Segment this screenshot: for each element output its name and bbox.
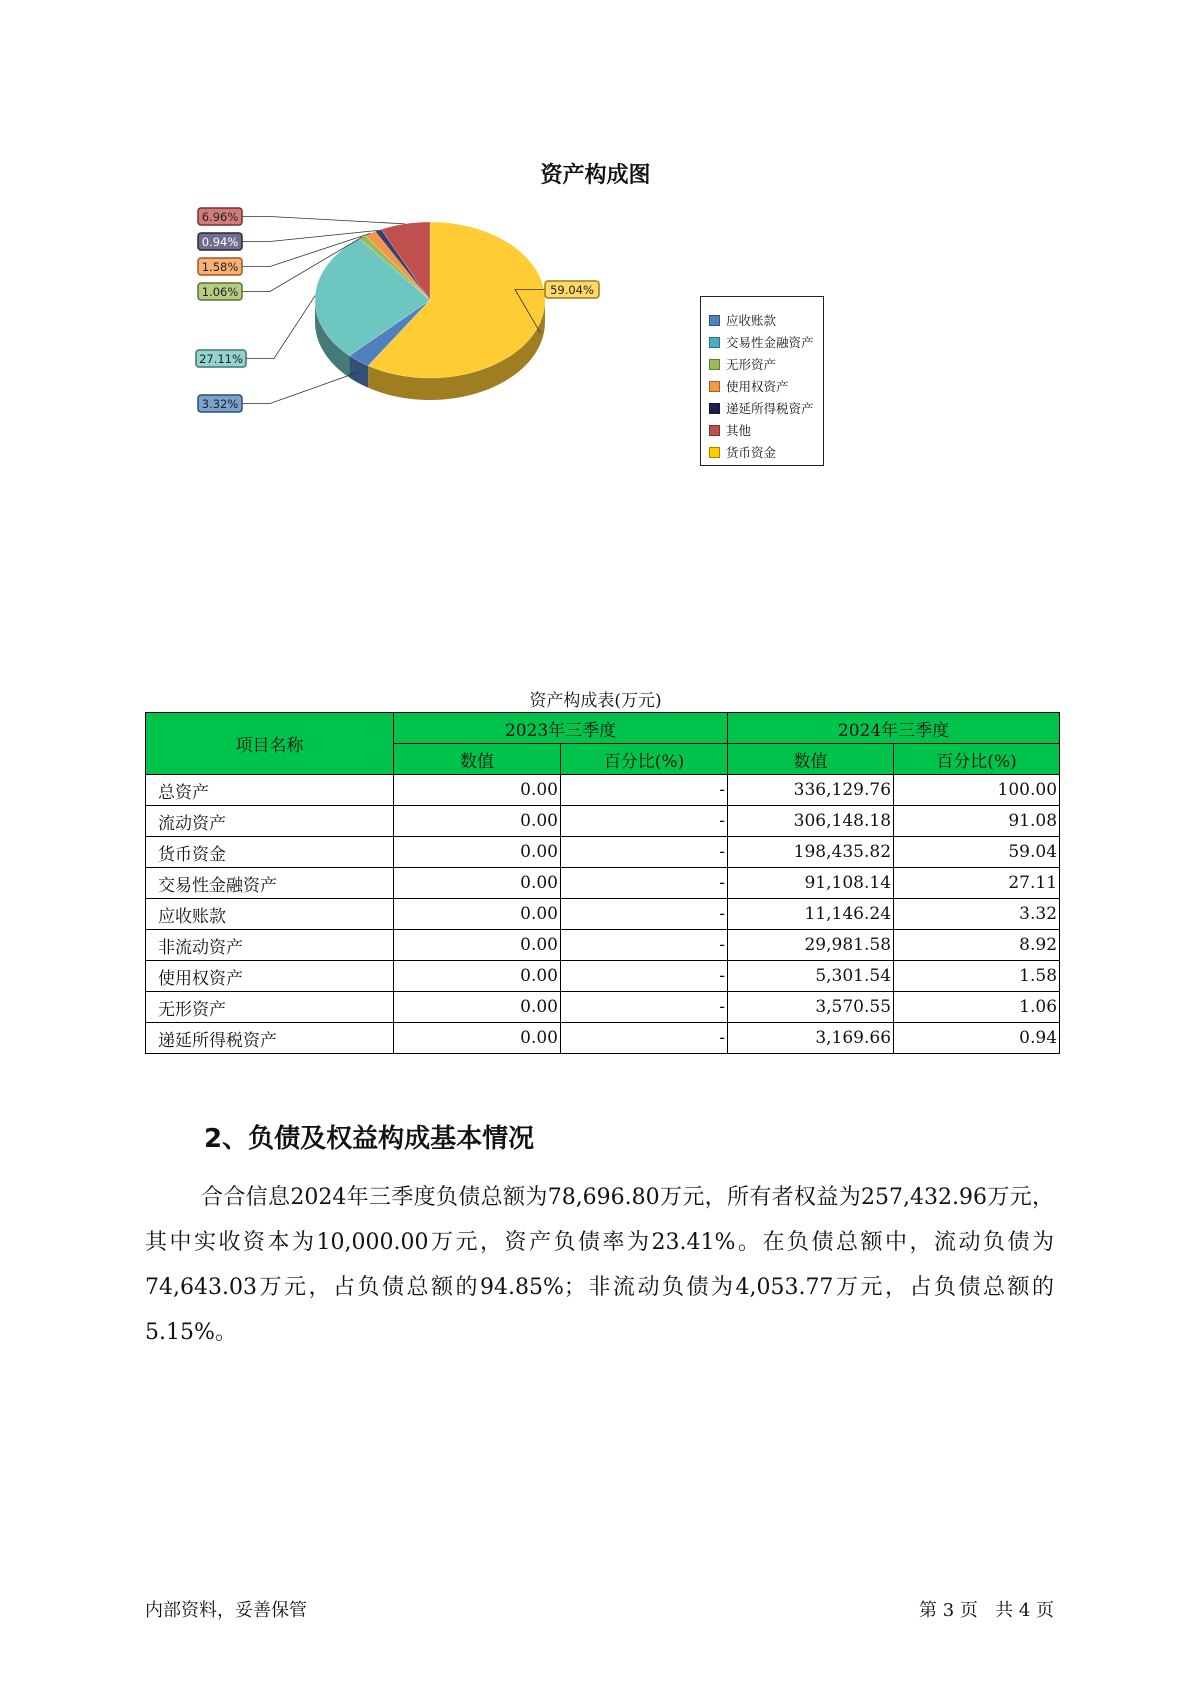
legend-swatch: [709, 425, 720, 436]
header-percent-2024: 百分比(%): [894, 744, 1060, 775]
row-name: 流动资产: [146, 806, 394, 837]
cell-value-2023: 0.00: [394, 806, 561, 837]
data-label: 27.11%: [199, 352, 243, 366]
legend-item: [709, 331, 823, 353]
legend-label: 应收账款: [726, 313, 777, 328]
footer-confidential-note: 内部资料，妥善保管: [145, 1600, 307, 1621]
cell-percent-2024: 3.32: [894, 899, 1060, 930]
cell-percent-2023: -: [561, 961, 728, 992]
table-row: [146, 806, 1060, 837]
cell-percent-2024: 1.58: [894, 961, 1060, 992]
cell-value-2024: 5,301.54: [728, 961, 894, 992]
data-label: 0.94%: [201, 235, 239, 249]
row-name: 递延所得税资产: [146, 1023, 394, 1054]
legend-swatch: [709, 315, 720, 326]
legend-swatch: [709, 337, 720, 348]
legend-swatch: [709, 359, 720, 370]
legend-item: [709, 441, 823, 463]
legend-label: 递延所得税资产: [726, 401, 814, 416]
cell-percent-2024: 91.08: [894, 806, 1060, 837]
leader-line: [242, 372, 358, 403]
legend-label: 使用权资产: [726, 379, 789, 394]
cell-value-2023: 0.00: [394, 961, 561, 992]
legend-label: 其他: [726, 423, 752, 438]
cell-value-2024: 11,146.24: [728, 899, 894, 930]
cell-value-2023: 0.00: [394, 775, 561, 806]
table-row: [146, 930, 1060, 961]
legend-item: [709, 309, 823, 331]
cell-value-2024: 91,108.14: [728, 868, 894, 899]
table-row: [146, 775, 1060, 806]
header-value-2023: 数值: [394, 744, 561, 775]
leader-line: [242, 217, 405, 224]
cell-percent-2023: -: [561, 930, 728, 961]
table-row: [146, 961, 1060, 992]
cell-percent-2024: 100.00: [894, 775, 1060, 806]
table-row: [146, 992, 1060, 1023]
table-row: [146, 837, 1060, 868]
row-name: 总资产: [146, 775, 394, 806]
data-label: 6.96%: [201, 210, 239, 224]
row-name: 非流动资产: [146, 930, 394, 961]
legend-swatch: [709, 381, 720, 392]
header-period-2024: 2024年三季度: [728, 713, 1060, 744]
cell-percent-2023: -: [561, 775, 728, 806]
row-name: 使用权资产: [146, 961, 394, 992]
cell-percent-2024: 0.94: [894, 1023, 1060, 1054]
legend-item: [709, 419, 823, 441]
cell-value-2024: 3,570.55: [728, 992, 894, 1023]
cell-percent-2024: 59.04: [894, 837, 1060, 868]
row-name: 无形资产: [146, 992, 394, 1023]
row-name: 货币资金: [146, 837, 394, 868]
header-percent-2023: 百分比(%): [561, 744, 728, 775]
cell-value-2024: 29,981.58: [728, 930, 894, 961]
table-row: [146, 1023, 1060, 1054]
cell-percent-2023: -: [561, 1023, 728, 1054]
legend-label: 交易性金融资产: [726, 335, 814, 350]
cell-percent-2023: -: [561, 868, 728, 899]
data-label: 1.06%: [201, 285, 239, 299]
cell-percent-2023: -: [561, 837, 728, 868]
cell-percent-2024: 8.92: [894, 930, 1060, 961]
legend-item: [709, 353, 823, 375]
cell-percent-2024: 1.06: [894, 992, 1060, 1023]
legend-item: [709, 375, 823, 397]
legend-item: [709, 397, 823, 419]
table-row: [146, 899, 1060, 930]
table-caption: 资产构成表(万元): [529, 691, 662, 711]
cell-value-2024: 336,129.76: [728, 775, 894, 806]
leader-line: [246, 296, 315, 359]
data-label: 3.32%: [201, 397, 239, 411]
header-item-name: 项目名称: [146, 713, 394, 775]
cell-value-2023: 0.00: [394, 868, 561, 899]
cell-value-2024: 306,148.18: [728, 806, 894, 837]
body-paragraph: 合合信息2024年三季度负债总额为78,696.80万元，所有者权益为257,432.96万元，其中实收资本为10,000.00万元，资产负债率为23.41%。在负债总额中，流动负债为74,643.03万元，占负债总额的94.85%；非流动负债为4,053.77万元，占负债总额的5.15%。: [145, 1185, 1054, 1345]
data-label: 1.58%: [201, 260, 239, 274]
section-heading: 2、负债及权益构成基本情况: [204, 1124, 535, 1154]
footer-page-number: 第 3 页 共 4 页: [919, 1600, 1054, 1621]
chart-title: 资产构成图: [540, 163, 651, 188]
cell-percent-2024: 27.11: [894, 868, 1060, 899]
asset-composition-table: [145, 712, 1060, 1054]
cell-value-2023: 0.00: [394, 1023, 561, 1054]
table-row: [146, 868, 1060, 899]
legend-swatch: [709, 447, 720, 458]
chart-legend: [700, 296, 824, 466]
legend-label: 货币资金: [726, 445, 777, 460]
legend-label: 无形资产: [726, 357, 777, 372]
cell-value-2023: 0.00: [394, 992, 561, 1023]
row-name: 应收账款: [146, 899, 394, 930]
header-period-2023: 2023年三季度: [394, 713, 728, 744]
cell-percent-2023: -: [561, 806, 728, 837]
asset-pie-chart: [190, 205, 670, 475]
cell-value-2024: 3,169.66: [728, 1023, 894, 1054]
legend-swatch: [709, 403, 720, 414]
cell-percent-2023: -: [561, 992, 728, 1023]
cell-value-2023: 0.00: [394, 837, 561, 868]
cell-value-2023: 0.00: [394, 930, 561, 961]
cell-percent-2023: -: [561, 899, 728, 930]
cell-value-2024: 198,435.82: [728, 837, 894, 868]
data-label: 59.04%: [550, 283, 594, 297]
row-name: 交易性金融资产: [146, 868, 394, 899]
cell-value-2023: 0.00: [394, 899, 561, 930]
header-value-2024: 数值: [728, 744, 894, 775]
